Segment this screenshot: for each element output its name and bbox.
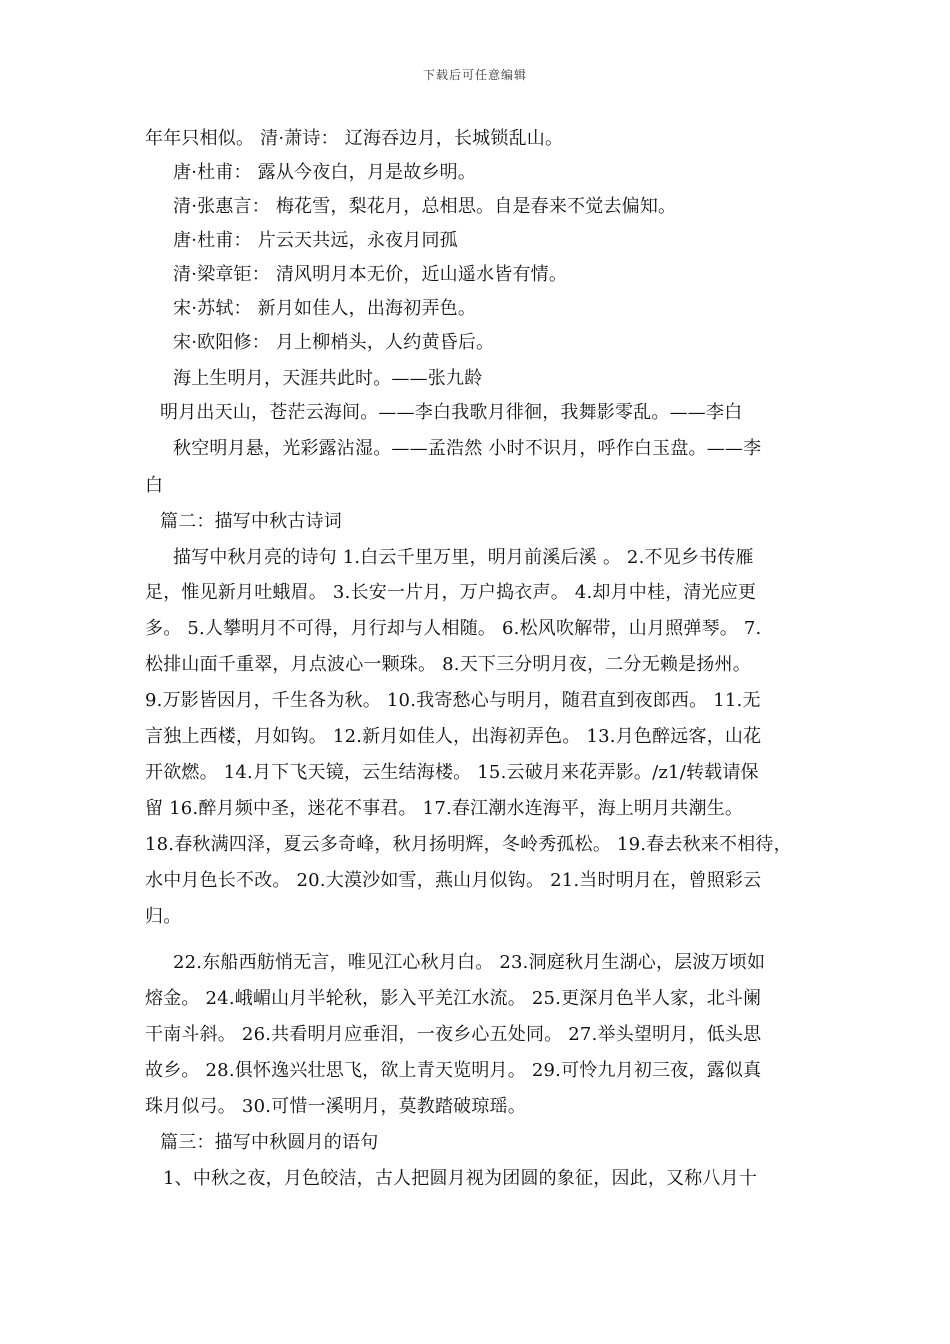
- text-line: 22.东船西舫悄无言，唯见江心秋月白。 23.洞庭秋月生湖心，层波万顷如: [173, 952, 766, 973]
- text-line: 明月出天山，苍茫云海间。——李白我歌月徘徊，我舞影零乱。——李白: [160, 402, 743, 423]
- text-line: 海上生明月，天涯共此时。——张九龄: [173, 368, 483, 389]
- text-line: 珠月似弓。 30.可惜一溪明月，莫教踏破琼瑶。: [145, 1096, 526, 1117]
- text-line: 清·梁章钜： 清风明月本无价，近山遥水皆有情。: [173, 264, 568, 285]
- text-line: 宋·苏轼： 新月如佳人，出海初弄色。: [173, 298, 477, 319]
- text-line: 多。 5.人攀明月不可得，月行却与人相随。 6.松风吹解带，山月照弹琴。 7.: [145, 618, 762, 639]
- text-line: 9.万影皆因月，千生各为秋。 10.我寄愁心与明月，随君直到夜郎西。 11.无: [145, 690, 761, 711]
- text-line: 开欲燃。 14.月下飞天镜，云生结海楼。 15.云破月来花弄影。/z1/转载请保: [145, 762, 759, 783]
- page-header: 下载后可任意编辑: [422, 68, 527, 82]
- section-heading: 篇二：描写中秋古诗词: [160, 511, 342, 532]
- text-line: 熔金。 24.峨嵋山月半轮秋，影入平羌江水流。 25.更深月色半人家，北斗阑: [145, 988, 762, 1009]
- section-heading: 篇三：描写中秋圆月的语句: [160, 1132, 379, 1153]
- text-line: 言独上西楼，月如钩。 12.新月如佳人，出海初弄色。 13.月色醉远客，山花: [145, 726, 762, 747]
- text-line: 归。: [145, 906, 182, 927]
- text-line: 干南斗斜。 26.共看明月应垂泪，一夜乡心五处同。 27.举头望明月，低头思: [145, 1024, 762, 1045]
- text-line: 1、中秋之夜，月色皎洁，古人把圆月视为团圆的象征，因此，又称八月十: [163, 1168, 758, 1189]
- text-line: 年年只相似。 清·萧诗： 辽海吞边月，长城锁乱山。: [145, 128, 564, 149]
- text-line: 白: [145, 475, 164, 496]
- text-line: 清·张惠言： 梅花雪，梨花月，总相思。自是春来不觉去偏知。: [173, 196, 677, 217]
- text-line: 描写中秋月亮的诗句 1.白云千里万里，明月前溪后溪 。 2.不见乡书传雁: [173, 547, 754, 568]
- text-line: 留 16.醉月频中圣，迷花不事君。 17.春江潮水连海平，海上明月共潮生。: [145, 798, 744, 819]
- text-line: 足，惟见新月吐蛾眉。 3.长安一片月，万户捣衣声。 4.却月中桂，清光应更: [145, 582, 757, 603]
- text-line: 宋·欧阳修： 月上柳梢头，人约黄昏后。: [173, 332, 495, 353]
- text-line: 水中月色长不改。 20.大漠沙如雪，燕山月似钩。 21.当时明月在，曾照彩云: [145, 870, 762, 891]
- text-line: 松排山面千重翠，月点波心一颗珠。 8.天下三分明月夜，二分无赖是扬州。: [145, 654, 751, 675]
- text-line: 唐·杜甫： 露从今夜白，月是故乡明。: [173, 162, 477, 183]
- text-line: 唐·杜甫： 片云天共远，永夜月同孤: [173, 230, 458, 251]
- text-line: 18.春秋满四泽，夏云多奇峰，秋月扬明辉，冬岭秀孤松。 19.春去秋来不相待，: [145, 834, 792, 855]
- text-line: 秋空明月悬，光彩露沾湿。——孟浩然 小时不识月，呼作白玉盘。——李: [173, 438, 762, 459]
- text-line: 故乡。 28.俱怀逸兴壮思飞，欲上青天览明月。 29.可怜九月初三夜，露似真: [145, 1060, 762, 1081]
